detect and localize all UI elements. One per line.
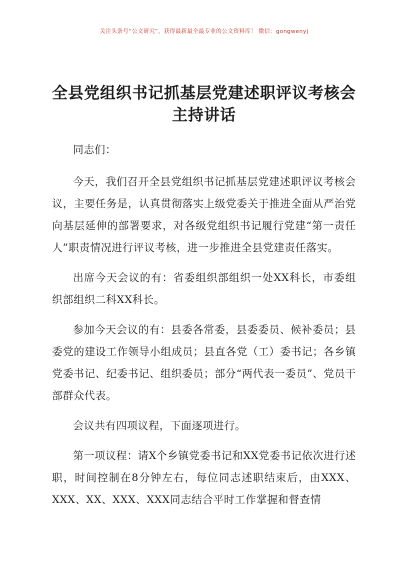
paragraph-agenda: 会议共有四项议程，下面逐项进行。: [73, 420, 246, 432]
document-title: 全县党组织书记抓基层党建述职评议考核会主持讲话: [52, 84, 357, 124]
paragraph-participants: 参加今天会议的有：县委各常委，县委委员、候补委员；县委党的建设工作领导小组成员；县直各党（工）委书记；各乡镇党委书记、纪委书记、组织委员；部分“两代表一委员”、党员干部群众代表。: [52, 324, 356, 402]
paragraph-attendees-present: 出席今天会议的有：省委组织部组织一处XX科长，市委组织部组织二科XX科长。: [52, 272, 356, 306]
document-body: [52, 139, 356, 519]
header-note: 关注头条号“公文研究”，获得最新最全最专业的公文资料库！ 微信：gongwenyj: [99, 29, 309, 35]
greeting: 同志们：: [73, 144, 117, 156]
paragraph-intro: 今天，我们召开全县党组织书记抓基层党建述职评议考核会议，主要任务是，认真贯彻落实上级党委关于推进全面从严治党向基层延伸的部署要求，对各级党组织书记履行党建“第一责任人”职责情况进行评议考核，进一步推进全县党建责任落实。: [52, 176, 356, 254]
paragraph-first-item: 第一项议程：请X个乡镇党委书记和XX党委书记依次进行述职，时间控制在8分钟左右，每位同志述职结束后，由XXX、XXX、XX、XXX、XXX同志结合平时工作掌握和督查情: [52, 450, 356, 506]
